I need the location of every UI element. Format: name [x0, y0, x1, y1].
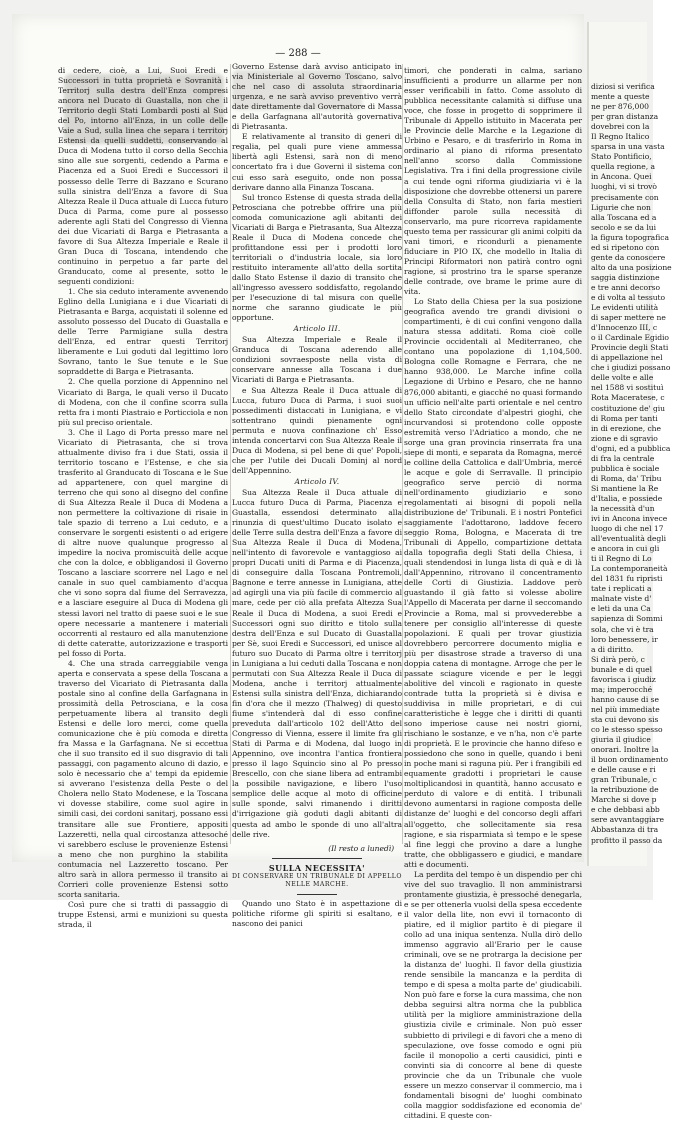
sliver-line: di fra la centrale — [591, 453, 655, 463]
sliver-line: quella regione, a — [591, 162, 655, 172]
sliver-line: giuria il giudice — [591, 735, 651, 745]
sliver-line: Ligurie che non — [591, 202, 651, 212]
sliver-line: Si dirà però, c — [591, 654, 645, 664]
sliver-line: Provincie degli Stati — [591, 343, 669, 353]
sliver-line: hanno cause di se — [591, 694, 659, 704]
sliver-line: d'ogni, ed a pubblica — [591, 443, 671, 453]
paragraph: Quando uno Stato è in aspettazione di politiche riforme gli spiriti si esaltano, e nascono dei panici — [232, 898, 402, 928]
continuation-note: (Il resto a lunedì) — [328, 843, 394, 853]
sliver-line: del 1831 fu ripristi — [591, 574, 663, 584]
text-column-1 — [58, 66, 228, 929]
sliver-line: alto da una posizione — [591, 262, 672, 272]
paragraph: La perdita del tempo è un dispendio per chi vive del suo travaglio. Il non amministrarsi prontamente giustizia, è pressoché denegarla, e se per ottenerla vuolsi della spesa eccedente il valor della lite, non evvi il tornaconto di piatire, ed il miglior partito è di piegare il collo ad una iniqua sentenza. Nulla dirò dello immenso aggravio all'Erario per le cause criminali, ove se ne protrarga la decisione per la distanza de' luoghi. Il favor della giustizia rende sensibile la mancanza e la perdita di tempo e di spesa a molta parte de' giudicabili. Non può fare e forse la cura massima, che non debba seguirsi altra norma che la pubblica utilità per la migliore amministrazione della giustizia civile e criminale. Non può esser subbietto di privilegi e di favori che a meno di speculazione, ove fosse comodo e ogni più facile il monopolio a certi causidici, pinti e convinti sia di concorre al bene di queste provincie che da un Tribunale che vuole essere un mezzo conservar il commercio, ma i fondamentali bisogni de' luoghi combinato colla maggior soddisfazione ed economia de' cittadini. E queste con- — [404, 869, 582, 1120]
sliver-line: diziosi si verifica — [591, 82, 655, 91]
sliver-line: gran Tribunale, c — [591, 775, 657, 785]
column-divider — [402, 64, 403, 844]
sliver-line: bunale e di quel — [591, 664, 652, 674]
ink-stain — [232, 70, 362, 110]
paragraph: 1. Che sia ceduto interamente avvenendo Eglino della Lunigiana e i due Vicariati di Pietrasanta e Barga, acquistati il solenne ed assoluto possesso del Ducato di Guastalla e delle Terre Parmigiane sulla destra dell'Enza, ed entrar questi Territorj liberamente e Lui goduti dal legittimo loro Sovrano, tanto le Sue tenute e le Sue sopraddette di Barga e Pietrasanta. — [58, 287, 228, 377]
sliver-line: di saper mettere ne — [591, 313, 666, 323]
paragraph: Sua Altezza Imperiale e Reale il Granduca di Toscana aderendo alle condizioni sovraesposte nella vista di conservare annesse alla Toscana i due Vicariati di Barga e Pietrasanta. — [232, 335, 402, 385]
sliver-line: sparsa in una vasta — [591, 142, 665, 152]
sliver-line: e che debbasi abb — [591, 805, 660, 815]
sliver-line: loro benessere, ir — [591, 634, 658, 644]
sliver-line: in di erezione, che — [591, 423, 661, 433]
text-column-4 — [591, 82, 691, 846]
text-column-3 — [404, 66, 582, 1120]
sliver-line: la figura topografica — [591, 232, 669, 242]
sliver-line: Si mantiene la Re — [591, 483, 659, 493]
sliver-line: in Ancona. Quei — [591, 172, 652, 182]
article-title: SULLA NECESSITA' — [268, 862, 366, 873]
paragraph: di cedere, cioè, a Lui, Suoi Eredi e Successori in tutta proprietà e Sovranità i Territorj sulla destra dell'Enza compresi ancora nel Ducato di Guastalla, non che il Territorio degli Stati Lombardi posti al Sud del Po, intorno all'Enza, in un colle delle Vaie a Sud, sulla linea che separa i territorj Estensi da quelli suddetti, conservando al Duca di Modena tutto il corso della Secchia sino alle sue sorgenti, cedendo a Parma e Piacenza ed a Suoi Eredi e Successori il possesso delle Terre di Bazzano e Scurano sulla sinistra dell'Enza a favore di Sua Altezza Reale il Duca attuale di Lucca futuro Duca di Parma, come pure al possesso aderente agli Stati del Congresso di Vienna dei due Vicariati di Barga e Pietrasanta a favore di Sua Altezza Imperiale e Reale il Gran Duca di Toscana, intendendo che continuino in perpetuo a far parte del Granducato, come al presente, sotto le seguenti condizioni: — [58, 66, 228, 286]
page-number-value: 288 — [288, 48, 308, 59]
sliver-line: di Roma, da' Tribu — [591, 473, 662, 483]
sliver-line: il buon ordinamento — [591, 755, 669, 765]
paragraph: 2. Che quella porzione di Appennino nel Vicariato di Barga, le quali verso il Ducato di Modena, con che il confine scorra sulla retta fra i monti Piastraio e Porticciola e non più sul preciso orientale. — [58, 377, 228, 427]
sliver-line: mente a queste — [591, 92, 650, 102]
sliver-line: Rota Maceratese, c — [591, 393, 665, 403]
sliver-line: sapienza di Sommi — [591, 614, 663, 624]
sliver-line: saggia distinzione — [591, 272, 660, 282]
sliver-line: per gran distanza — [591, 112, 659, 122]
sliver-line: e di volta al tessuto — [591, 292, 666, 302]
sliver-line: nel più immediate — [591, 704, 660, 714]
article-subtitle: DI CONSERVARE UN TRIBUNALE DI APPELLO NELLE MARCHE. — [232, 872, 402, 889]
sliver-line: co le stesso spesso — [591, 725, 663, 734]
sliver-line: all'eventualità degli — [591, 534, 666, 544]
paragraph: Governo Estense darà avviso anticipato in via Ministeriale al Governo Toscano, salvo che nel caso di assoluta straordinaria urgenza, e ne sarà avviso preventivo verrà date direttamente dal Governatore di Massa e della Garfagnana all'autorità governativa di Pietrasanta. — [232, 62, 402, 132]
sliver-line: pubblica è sociale — [591, 463, 660, 473]
article-heading: Articolo III. — [293, 324, 341, 334]
sliver-line: profitto il passo da — [591, 835, 663, 845]
sliver-line: ivi in Ancona invece — [591, 514, 668, 524]
sliver-line: zione e di sgravio — [591, 433, 658, 443]
sliver-line: Le evidenti utilità — [591, 303, 659, 313]
sliver-line: di appellazione nel — [591, 353, 663, 363]
sliver-line: ed si ripetono con — [591, 242, 660, 252]
sliver-line: malnate viste d' — [591, 594, 652, 604]
sliver-line: e ancora in cui gli — [591, 544, 660, 554]
ink-stain — [64, 74, 224, 144]
text-column-2 — [232, 62, 402, 928]
section-rule — [297, 894, 337, 895]
paragraph: e Sua Altezza Reale il Duca attuale di Lucca, futuro Duca di Parma, i suoi suoi possedimenti distaccati in Lunigiana, e vi sottentrano quindi pienamente ogni permuta e nuova confinazione ch' Esso intenda concertarvi con Sua Altezza Reale il Duca di Modena, si pel bene di que' Popoli, che per l'utile dei Ducali Dominj al nord dell'Appennino. — [232, 385, 402, 475]
sliver-line: e leti da una Ca — [591, 604, 651, 614]
sliver-line: la retribuzione de — [591, 785, 659, 795]
sliver-line: delle volte e alle — [591, 373, 654, 383]
sliver-line: La contemporaneità — [591, 564, 668, 574]
sliver-line: Abbastanza di tra — [591, 825, 659, 835]
sliver-line: ti il Regno di Lo — [591, 554, 652, 564]
sliver-line: Marche si dove p — [591, 795, 657, 805]
sliver-line: sta cui devono sis — [591, 714, 659, 724]
sliver-line: alla Toscana ed a — [591, 212, 657, 222]
sliver-line: o il Cardinale Egidio — [591, 333, 669, 343]
sliver-line: d'Innocenzo III, c — [591, 323, 658, 333]
sliver-line: secolo e se da lui — [591, 222, 656, 232]
newspaper-page — [12, 14, 584, 1120]
paragraph: Sua Altezza Reale il Duca attuale di Lucca futuro Duca di Parma, Piacenza e Guastalla, essendosi determinato alla rinunzia di quest'ultimo Ducato isolato e delle Terre sulla destra dell'Enza a favore di Sua Altezza Reale il Duca di Modena, nell'intento di favorevole e vantaggioso ai propri Ducati uniti di Parma e di Piacenza, di conseguire dalla Toscana Pontremoli, Bagnone e terre annesse in Lunigiana, atte ad agirgli una via più facile di commercio al mare, cede per ciò alla prefata Altezza Sua Reale il Duca di Modena, a suoi Eredi e Successori ogni suo diritto e titolo sulla destra dell'Enza e sul Ducato di Guastalla per Sè, suoi Eredi e Successori, ed unisce al futuro suo Ducato di Parma oltre i territorj in Lunigiana a lui ceduti dalla Toscana e non permutati con Sua Altezza Reale il Duca di Modena, anche i territorj attualmente Estensi sulla sinistra dell'Enza, dichiarando fin d'ora che il mezzo (Thalweg) di questo fiume s'intenderà dal di esso confine preveduta dall'articolo 102 dell'Atto del Congresso di Vienna, essere il limite fra gli Stati di Parma e di Modena, dal luogo in Appennino, ove incontra l'antica frontiera presso il lago Squincio sino al Po presso Brescello, con che siane libera ad entrambi la possibile navigazione, e libero l'uso semplice delle acque al moto di officine sulle sponde, salvi rimanendo i diritti d'irrigazione già goduti dagli abitanti di questa ad ambo le sponde di uno all'altra delle rive. — [232, 487, 402, 839]
sliver-line: luogo di che nel 17 — [591, 524, 664, 534]
sliver-line: nel 1588 vi sostituì — [591, 383, 664, 393]
sliver-line: gente da conoscere — [591, 252, 666, 262]
sliver-line: luoghi, vi si trovò — [591, 182, 657, 192]
paragraph: timori, che ponderati in calma, sariano insufficienti a produrre un allarme per non esser verificabili in fatto. Come assoluto di pubblica necessitante calamità si diffuse una voce, che fosse in progetto di sopprimere il Tribunale di Appello istituito in Macerata per le Provincie delle Marche e la Legazione di Urbino e Pesaro, e di trasferirlo in Roma in ordinario al piano di riforma presentato nell'anno scorso dalla Commissione Legislativa. Tra i fini della progressione civile a cui tende ogni riforma giudiziaria vi è la disposizione che dovrebbe ottenersi un parere della Consulta di Stato, non faria mestieri diffonder parole sulla necessità di conservarlo, ma pure ricorreva rapidamente questo tema per rassicurar gli animi colpiti da vani timori, e ricondurli a pienamente fiduciare in PIO IX, che modello in Italia di Principi Riformatori non patirà contro ogni ragione, si prostrino tra le sparse speranze delle contrade, ove brame le prime aure di vita. — [404, 66, 582, 297]
paragraph: 3. Che il Lago di Porta presso mare nel Vicariato di Pietrasanta, che si trova attualmente diviso fra i due Stati, ossia il territorio toscano e l'Estense, e che sia trasferito al Granducato di Toscana e le Sue ad appartenere, con quel margine di terreno che qui sono al disegno del confine di Sua Altezza Reale il Duca di Modena a non permettere la coltivazione di risaie in tale spazio di terreno a Lui ceduto, e a conservare le sorgenti esistenti o ad erigere di altre nuove qualunque progresso al impedire la nociva promiscuità delle acque che con la dolce, e obbligandosi il Governo Toscano a lasciare scorrere nel Lago e nel canale in suo quel cambiamento d'acqua che vi sono sopra dal fiume del Serravezza, e a lasciare eseguire al Duca di Modena gli stessi lavori nel tratto di paese suoi e le sue opere necessarie a mantenere i materiali occorrenti al restauro ed alla manutenzione di dette cateratte, autorizzazione e trasporti pel fosso di Porta. — [58, 427, 228, 658]
sliver-line: Il Regno Italico — [591, 132, 650, 142]
sliver-line: precisamente con — [591, 192, 659, 202]
sliver-line: la necessità d'un — [591, 503, 655, 513]
article-heading: Articolo IV. — [294, 476, 340, 486]
sliver-line: dovebrei con la — [591, 122, 650, 132]
paragraph: Sul tronco Estense di questa strada della Petrosciana che potrebbe offrire una più comoda comunicazione agli abitanti dei Vicariati di Barga e Pietrasanta, Sua Altezza Reale il Duca di Modena concede che profittandone essi per i prodotti loro territoriali o d'industria locale, sia loro restituito interamente all'atto della sortita dallo Stato Estense il dazio di transito che all'ingresso avessero soddisfatto, regolando per l'esecuzione di tal misura con quelle norme che saranno giudicate le più opportune. — [232, 192, 402, 323]
paragraph: E relativamente al transito di generi di regalia, pel quali pure viene ammessa libertà agli Estensi, sarà non di meno concertato fra i due Governi il sistema con cui esso sarà eseguito, onde non possa derivare danno alla Finanza Toscana. — [232, 132, 402, 192]
paragraph: Lo Stato della Chiesa per la sua posizione geografica avendo tre grandi divisioni o compartimenti, è di cui confini vengono dalla natura stessa additati. Roma cioè colle Provincie occidentali al Mediterraneo, che contano una popolazione di 1,104,500. Bologna colle Romagne e Ferrara, che ne hanno 938,000. Le Marche infine colla Legazione di Urbino e Pesaro, che ne hanno 876,000 abitanti, e giacché no quasi formando un ufficio nell'alte parti orientale e nel centro dello Stato circondate d'alpestri gioghi, che incurvandosi si protendono colle opposte estremità verso l'Adriatico a mondo, che ne sorge una gran provincia rinserrata fra una siepe di monti, e separata da Romagna, mercé le colline della Cattolica e dall'Umbria, mercé le acque e gole di Serravalle. Il principio geografico serve perciò di norma nell'ordinamento giudiziario e sono regolamentati ai bisogni di popoli nella distribuzione de' Tribunali. E i nostri Pontefici saggiamente l'adottarono, laddove fecero seggio Roma, Bologna, e Macerata di tre Tribunali di Appello, compartizione dettata dalla topografia degli Stati della Chiesa, i quali stendendosi in lunga lista di quà e di là dall'Appennino, ritrovano il concentramento delle Corti di Giustizia. Laddove però guastando il già fatto si volesse abolire l'Appello di Macerata per darne il seccomando Provincie a Roma, mal si provvederebbe a tenere per consiglio all'interesse di queste popolazioni. E quali per trovar giustizia dovrebbero percorrere documento miglia e più per disastrose strade a traverso di una doppia catena di montagne. Arroge che per le passate sciagure vicende e per le leggi abolitive del vincoli e ragionato in queste contrade tutta la proprietà si è divisa e suddivisa in mille proprietari, e di cui caratteristiche è legge che i diritti di quanti sono imperiose cause nei nostri giorni, rischiano le sostanze, e ve n'ha, non c'è parte di proprietà. E le provincie che hanno difeso e possiedono che sono in quelle, quando i beni in poche mani si raguna più. Per i frangibili ed equamente gradotti i proprietari le cause moltiplicandosi in quantità, hanno accusato e perduto di valore e di entità. I tribunali devono aumentarsi in ragione composta delle distanze de' luoghi e del concorso degli affari all'oggetto, che sollecitamente sia resa ragione, e sia risparmiata sì tempo e le spese al fine leggi che provino a dare a lunghe tratte, che obbligassero e giudici, e mandare atti e documenti. — [404, 297, 582, 869]
section-rule — [272, 858, 362, 859]
sliver-line: tate i replicati a — [591, 584, 652, 594]
paragraph: Così pure che si tratti di passaggio di truppe Estensi, armi e munizioni su questa strada, il — [58, 899, 228, 929]
sliver-line: di Roma per tanti — [591, 413, 658, 423]
sliver-line: a di diritto. — [591, 644, 634, 654]
sliver-line: e tre anni decorso — [591, 282, 661, 292]
adjacent-page-sliver — [587, 22, 672, 866]
sliver-line: onorari. Inoltre la — [591, 745, 659, 755]
sliver-line: Stato Pontificio, — [591, 152, 652, 162]
sliver-line: d'Italia, e possiede — [591, 493, 663, 503]
sliver-line: che i giudizi possano — [591, 363, 671, 373]
sliver-line: sola, che vi è tra — [591, 624, 654, 634]
sliver-line: favorisca i giudiz — [591, 674, 656, 684]
sliver-line: e delle cause e ri — [591, 765, 656, 775]
sliver-line: costituzione de' giu — [591, 403, 665, 413]
sliver-line: ma; imperocché — [591, 684, 653, 694]
sliver-line: sere avvantaggiare — [591, 815, 664, 825]
paragraph: 4. Che una strada carreggiabile venga aperta e conservata a spese della Toscana a traverso del Vicariato di Pietrasanta dalla postale sino al confine della Garfagnana in prossimità della Petrosciana, e la cosa perpetuamente libera al transito degli Estensi e delle loro merci, come quella comunicazione che è più comoda e diretta fra Massa e la Garfagnana. Ne si eccettua che il suo transito ed il suo disgravio di tali passaggi, con pagamento alcuno di dazio, e solo è necessario che a' tempi da epidemie si avverano l'esistenza della Peste o del Cholera nello Stato Modenese, e la Toscana vi dovesse stabilire, come suol agire in simili casi, dei cordoni sanitarj, possano essi transitare alle sue Frontiere, appositi Lazzeretti, nella qual circostanza attesoché vi sarebbero escluse le provenienze Estensi a meno che non purghino la stabilita contumacia nel Lazzeretto toscano. Per altro sarà in allora permesso il transito ai Corrieri colle provenienze Estensi sotto scorta sanitaria. — [58, 658, 228, 899]
column-divider — [230, 64, 231, 844]
page-number: — 288 — — [275, 48, 321, 59]
sliver-line: ne per 876,000 — [591, 102, 649, 112]
